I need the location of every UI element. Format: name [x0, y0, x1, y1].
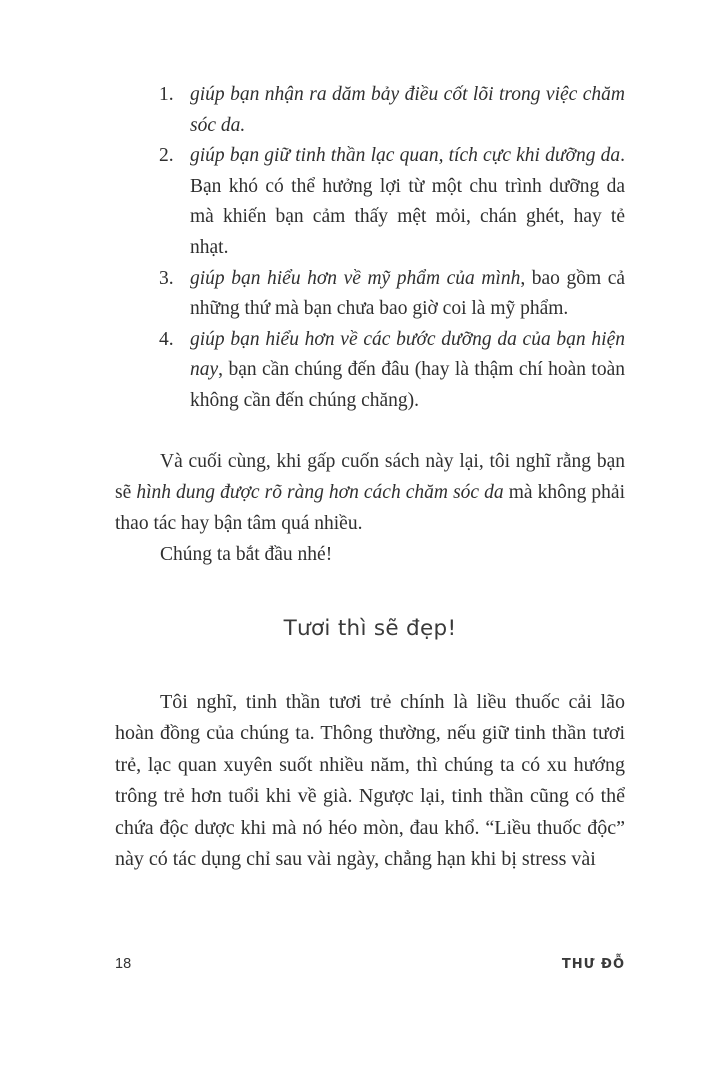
list-item-rest: , bạn cần chúng đến đâu (hay là thậm chí hoàn toàn không cần đến chúng chăng).: [190, 359, 625, 411]
list-item-lead-italic: giúp bạn nhận ra dăm bảy điều cốt lõi trong việc chăm sóc da.: [190, 84, 625, 136]
page-number: 18: [115, 956, 132, 972]
page-content: [115, 80, 625, 876]
list-item: [159, 264, 625, 325]
list-item-text: [190, 80, 625, 141]
list-item-lead-italic: giúp bạn hiểu hơn về mỹ phẩm của mình: [190, 267, 521, 289]
closing-paragraph-pre: Và cuối cùng, khi gấp cuốn sách này lại, tôi nghĩ rằng bạn sẽ: [115, 450, 625, 503]
list-item-number: 3.: [159, 267, 174, 289]
list-item-text: [190, 325, 625, 417]
list-item-text: [190, 141, 625, 263]
list-item-lead-italic: giúp bạn giữ tinh thần lạc quan, tích cực khi dưỡng da: [190, 145, 621, 167]
list-item: [159, 141, 625, 263]
list-item-text: [190, 264, 625, 325]
list-item-number: 2.: [159, 145, 174, 167]
list-item-lead-italic: giúp bạn hiểu hơn về các bước dưỡng da của bạn hiện nay: [190, 328, 625, 381]
start-line: Chúng ta bắt đầu nhé!: [160, 543, 333, 565]
list-item-rest: , bao gồm cả những thứ mà bạn chưa bao giờ coi là mỹ phẩm.: [190, 267, 626, 320]
closing-paragraph: [115, 446, 625, 539]
list-item-number: 1.: [159, 84, 174, 105]
closing-paragraph-italic: hình dung được rõ ràng hơn cách chăm sóc da: [136, 481, 504, 503]
closing-paragraph-post: mà không phải thao tác hay bận tâm quá nhiều.: [115, 481, 625, 534]
benefits-list: [115, 80, 625, 417]
list-item: [159, 325, 625, 417]
author-name: THƯ ĐỖ: [561, 957, 625, 972]
page-footer: [115, 956, 625, 972]
list-item: [159, 80, 625, 141]
section-heading: Tươi thì sẽ đẹp!: [283, 615, 457, 641]
list-item-rest: . Bạn khó có thể hưởng lợi từ một chu trình dưỡng da mà khiến bạn cảm thấy mệt mỏi, chán ghét, hay tẻ nhạt.: [190, 145, 625, 258]
list-item-number: 4.: [159, 328, 174, 350]
section-paragraph: Tôi nghĩ, tinh thần tươi trẻ chính là liều thuốc cải lão hoàn đồng của chúng ta. Thông thường, nếu giữ tinh thần tươi trẻ, lạc quan xuyên suốt nhiều năm, thì chúng ta có xu hướng trông trẻ hơn tuổi khi về già. Ngược lại, tinh thần cũng có thể chứa độc dược khi mà nó héo mòn, đau khổ. “Liều thuốc độc” này có tác dụng chỉ sau vài ngày, chẳng hạn khi bị stress vài: [115, 690, 625, 871]
